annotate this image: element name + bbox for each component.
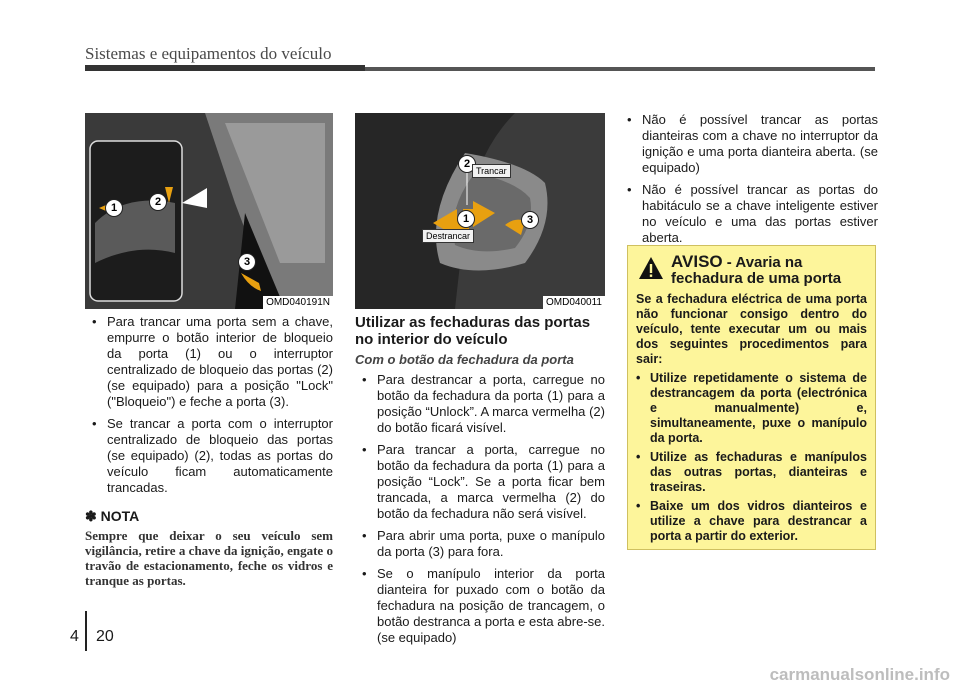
figure-code: OMD040011 xyxy=(543,296,605,309)
callout-badge-2: 2 xyxy=(149,193,167,211)
page-chapter: 4 xyxy=(70,628,79,645)
unlock-tag: Destrancar xyxy=(422,229,474,243)
door-lock-illustration xyxy=(355,113,605,309)
warning-icon xyxy=(638,256,664,280)
list-item: • Utilize repetidamente o sistema de destrancagem da porta (electrónica e manualmente) e, simultaneamente, puxe o manípulo da porta. xyxy=(636,371,867,446)
warning-box xyxy=(627,245,876,550)
list-item: • Se trancar a porta com o interruptor centralizado de bloqueio das portas (se equipado) (2), todas as portas do veículo ficam automaticamente trancadas. xyxy=(85,416,333,496)
note-title: ✽ NOTA xyxy=(85,508,140,524)
callout-badge-1: 1 xyxy=(105,199,123,217)
lock-restrictions-list xyxy=(620,112,878,246)
list-item: • Para trancar uma porta sem a chave, empurre o botão interior de bloqueio da porta (1) ou o interruptor centralizado de bloqueio das portas (2) (se equipado) para a posição "Lock" ("Bloqueio") e feche a porta (3). xyxy=(85,314,333,410)
list-item: • Não é possível trancar as portas do habitáculo se a chave inteligente estiver no veículo e uma das portas estiver aberta. xyxy=(620,182,878,246)
warning-list xyxy=(636,371,867,544)
callout-badge-3: 3 xyxy=(521,211,539,229)
section-heading: Utilizar as fechaduras das portas no interior do veículo xyxy=(355,314,591,348)
site-watermark: carmanualsonline.info xyxy=(769,665,950,684)
right-column xyxy=(620,112,878,252)
callout-badge-2: 2 xyxy=(458,155,476,173)
callout-badge-1: 1 xyxy=(457,210,475,228)
lock-without-key-list xyxy=(85,314,333,496)
figure-door-lock-button xyxy=(355,113,605,309)
warning-title-rest: - Avaria na fechadura de uma porta xyxy=(671,254,842,287)
callout-badge-3: 3 xyxy=(238,253,256,271)
note-text: Sempre que deixar o seu veículo sem vigilância, retire a chave da ignição, engate o travão de estacionamento, feche os vidros e tranque as portas. xyxy=(85,528,333,588)
figure-code: OMD040191N xyxy=(263,296,333,309)
section-subheading: Com o botão da fechadura da porta xyxy=(355,352,574,367)
middle-column xyxy=(355,314,605,652)
list-item: • Não é possível trancar as portas dianteiras com a chave no interruptor da ignição e uma porta dianteira aberta. (se equipado) xyxy=(620,112,878,176)
lock-button-list xyxy=(355,372,605,646)
list-item: • Para destrancar a porta, carregue no botão da fechadura da porta (1) para a posição “Unlock”. A marca vermelha (2) do botão ficará visível. xyxy=(355,372,605,436)
list-item: • Para trancar a porta, carregue no botão da fechadura da porta (1) para a posição “Lock”. Se a porta ficar bem trancada, a marca vermelha (2) do botão da fechadura não será visível. xyxy=(355,442,605,522)
warning-body: Se a fechadura eléctrica de uma porta não funcionar consigo dentro do veículo, tente executar um ou mais dos seguintes procedimentos para sair: xyxy=(636,292,867,366)
list-item: • Baixe um dos vidros dianteiros e utilize a chave para destrancar a porta a partir do exterior. xyxy=(636,499,867,544)
page-rule xyxy=(85,611,87,651)
page-number: 20 xyxy=(96,628,114,645)
warning-header xyxy=(636,254,867,288)
warning-title-main: AVISO xyxy=(671,252,723,271)
list-item: • Utilize as fechaduras e manípulos das outras portas, dianteiras e traseiras. xyxy=(636,450,867,495)
list-item: • Para abrir uma porta, puxe o manípulo da porta (3) para fora. xyxy=(355,528,605,560)
list-item: • Se o manípulo interior da porta dianteira for puxado com o botão da fechadura na posição de trancagem, o botão destranca a porta e esta abre-se. (se equipado) xyxy=(355,566,605,646)
header-rule-accent xyxy=(85,65,365,71)
header-title: Sistemas e equipamentos do veículo xyxy=(85,44,332,63)
lock-tag: Trancar xyxy=(472,164,511,178)
left-column xyxy=(85,314,333,588)
figure-door-interior xyxy=(85,113,333,309)
